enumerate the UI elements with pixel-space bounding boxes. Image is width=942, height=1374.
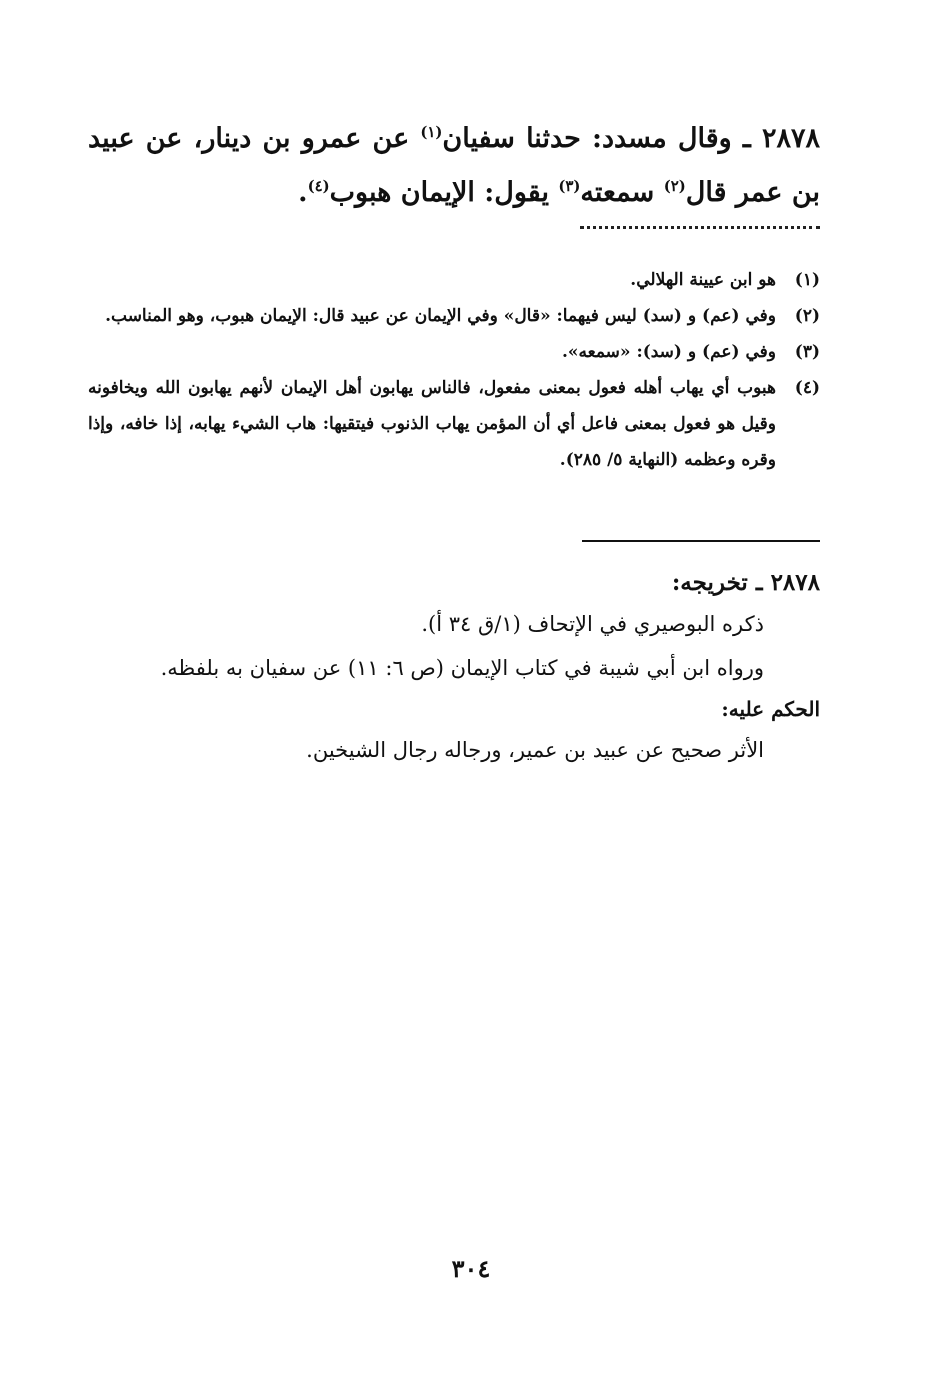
footnote-number: (٢) bbox=[794, 306, 820, 326]
hadith-text bbox=[88, 112, 820, 220]
section-rule bbox=[582, 540, 820, 542]
page-number: ٣٠٤ bbox=[451, 1254, 491, 1283]
footnote-text: وفي (عم) و (سد): «سمعه». bbox=[561, 342, 776, 362]
footnote-item bbox=[88, 370, 820, 478]
footnote-ref[interactable]: (٤) bbox=[307, 177, 330, 195]
footnote-number: (٤) bbox=[794, 378, 820, 398]
footnote-ref[interactable]: (٣) bbox=[558, 177, 581, 195]
takhrij-line: ورواه ابن أبي شيبة في كتاب الإيمان (ص ٦: ١١) عن سفيان به بلفظه. bbox=[160, 656, 764, 680]
takhrij-line: ذكره البوصيري في الإتحاف (١/ق ٣٤ أ). bbox=[421, 612, 764, 636]
footnote-text: وفي (عم) و (سد) ليس فيهما: «قال» وفي الإيمان عن عبيد قال: الإيمان هبوب، وهو المناسب. bbox=[105, 306, 776, 326]
footnote-text: هو ابن عيينة الهلالي. bbox=[630, 270, 776, 290]
hadith-segment: يقول: الإيمان هبوب bbox=[329, 177, 559, 208]
hadith-segment: سمعته bbox=[580, 177, 664, 208]
hadith-segment: عن عمرو بن دينار، عن عبيد بن عمر قال bbox=[88, 123, 820, 208]
hadith-number: ٢٨٧٨ ـ bbox=[742, 123, 820, 154]
hukm-text: الأثر صحيح عن عبيد بن عمير، ورجاله رجال الشيخين. bbox=[306, 738, 764, 762]
hukm-heading: الحكم عليه: bbox=[721, 697, 820, 721]
footnote-item bbox=[88, 262, 820, 298]
footnotes bbox=[88, 262, 820, 478]
hadith-segment: وقال مسدد: حدثنا سفيان bbox=[442, 123, 732, 154]
footnote-text: هبوب أي يهاب أهله فعول بمعنى مفعول، فالناس يهابون أهل الإيمان لأنهم يهابون الله ويخافونه وقيل هو فعول بمعنى فاعل أي أن المؤمن يهاب الذنوب فيتقيها: هاب الشيء يهابه، إذا خافه، وإذا وقره وعظمه (النهاية ٥/ ٢٨٥). bbox=[88, 378, 776, 470]
footnote-ref[interactable]: (١) bbox=[420, 123, 443, 141]
footnote-ref[interactable]: (٢) bbox=[663, 177, 686, 195]
hadith-segment: . bbox=[298, 177, 308, 208]
footnote-item bbox=[88, 334, 820, 370]
footnote-item bbox=[88, 298, 820, 334]
footnote-number: (٣) bbox=[794, 342, 820, 362]
takhrij-section bbox=[88, 564, 820, 772]
footnote-number: (١) bbox=[794, 270, 820, 290]
takhrij-heading: ٢٨٧٨ ـ تخريجه: bbox=[671, 569, 820, 596]
footnote-separator bbox=[580, 226, 820, 229]
